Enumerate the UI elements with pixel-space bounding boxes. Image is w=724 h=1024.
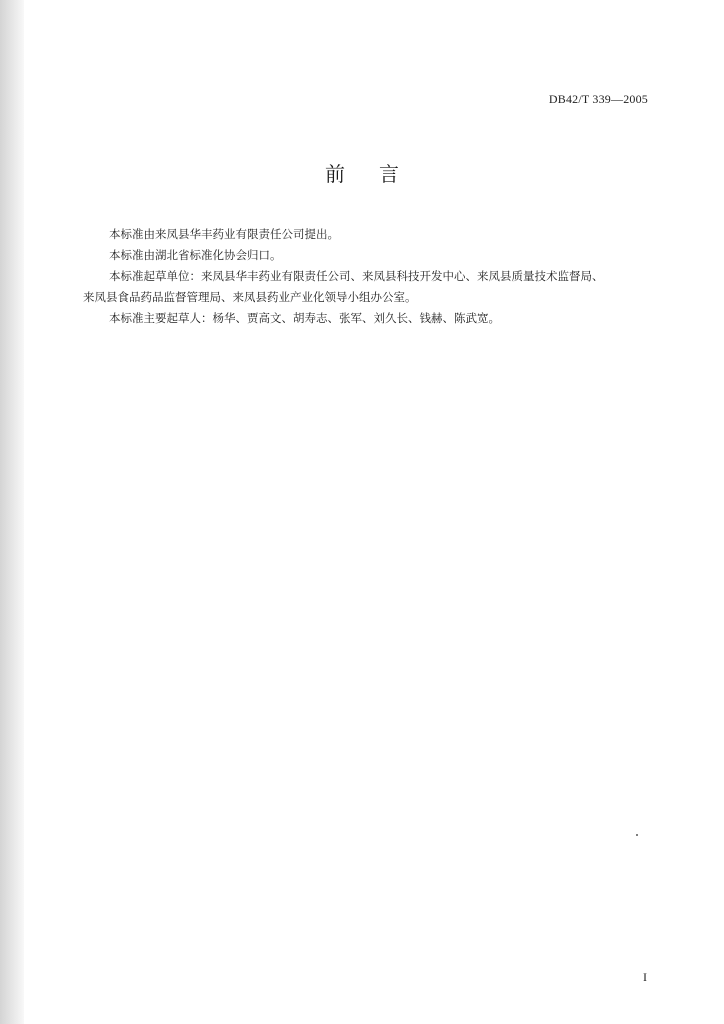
paragraph-proposer: 本标准由来凤县华丰药业有限责任公司提出。 [109, 227, 339, 241]
page-edge-shadow [0, 0, 24, 1024]
scan-speck [636, 834, 638, 836]
page-number: I [643, 970, 647, 984]
paragraph-drafters: 本标准主要起草人：杨华、贾高文、胡寿志、张军、刘久长、钱赫、陈武宽。 [109, 311, 500, 325]
foreword-body [83, 224, 646, 329]
document-code: DB42/T 339—2005 [548, 92, 648, 106]
paragraph-drafting-units-continued: 来凤县食品药品监督管理局、来凤县药业产业化领导小组办公室。 [83, 290, 417, 304]
paragraph-administrator: 本标准由湖北省标准化协会归口。 [109, 248, 282, 262]
paragraph-drafting-units: 本标准起草单位：来凤县华丰药业有限责任公司、来凤县科技开发中心、来凤县质量技术监督局、 [109, 269, 604, 283]
page-title: 前言 [325, 162, 433, 186]
